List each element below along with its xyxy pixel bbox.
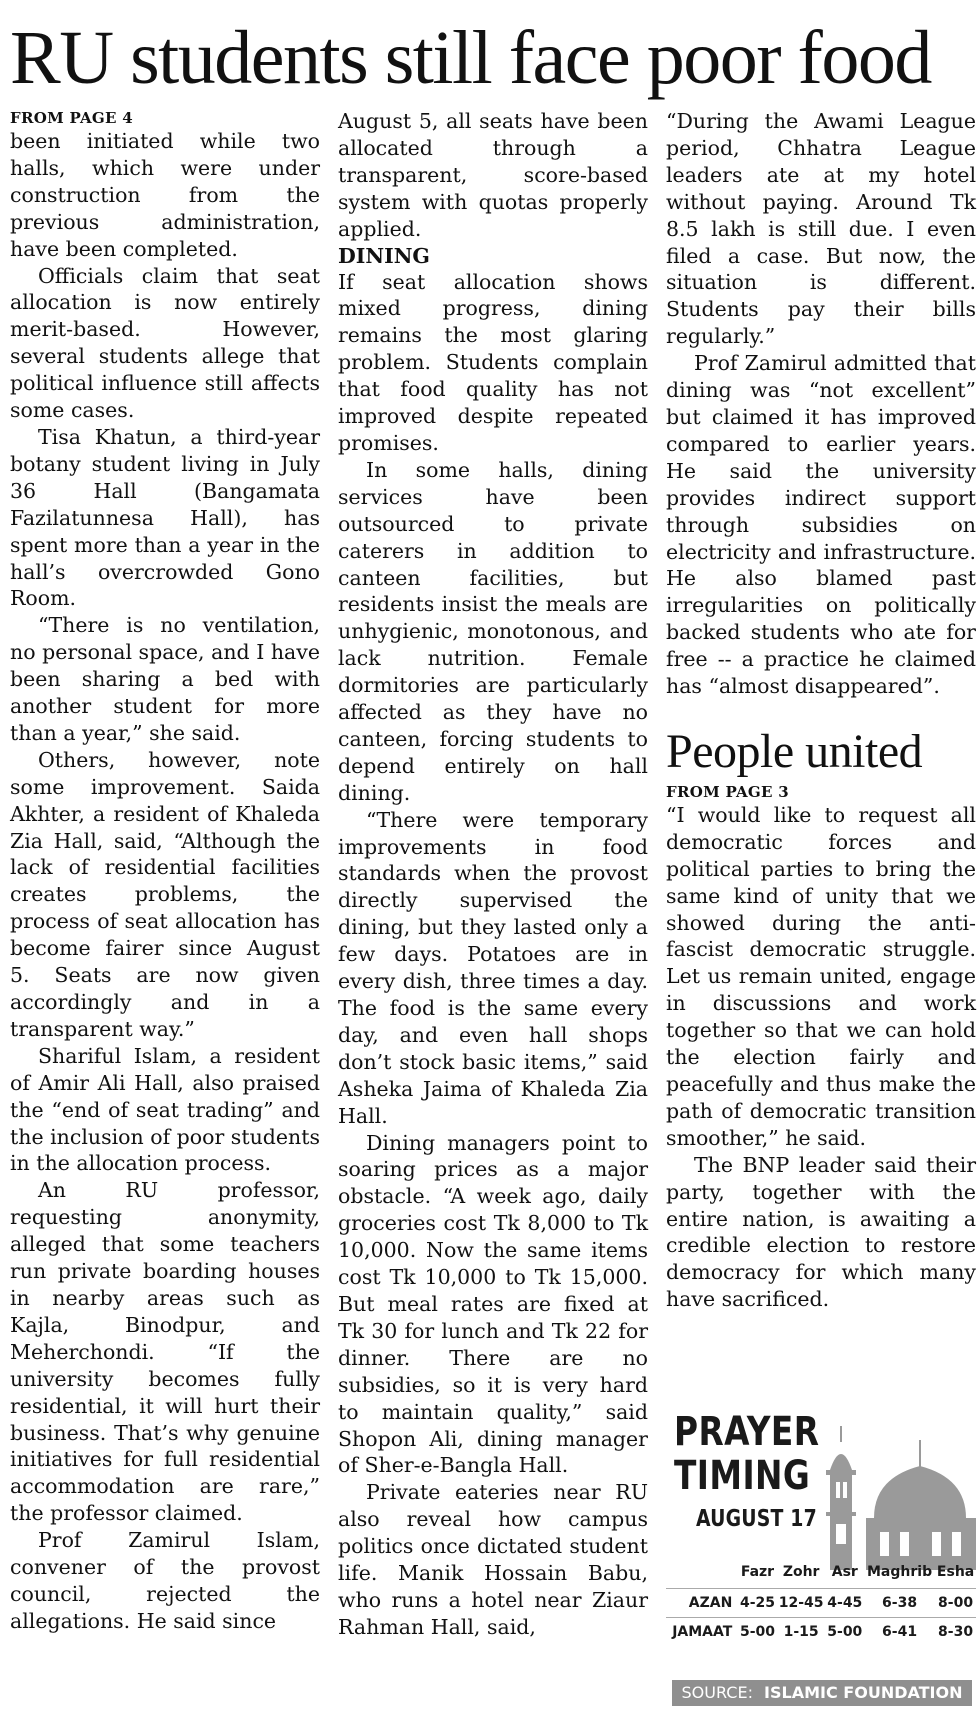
jump-line: FROM PAGE 4 — [10, 109, 134, 127]
prayer-table — [666, 1564, 976, 1646]
time-cell: 6-38 — [864, 1589, 935, 1618]
time-cell: 6-41 — [864, 1618, 935, 1647]
time-cell: 5-00 — [738, 1618, 776, 1647]
time-cell: 4-45 — [826, 1589, 864, 1618]
headline: RU students still face poor food — [10, 16, 931, 100]
paragraph: In some halls, dining services have been outsourced to private caterers in addition to canteen facilities, but residents insist the meals are unhygienic, monotonous, and lack nutrition. Female dormitories are particularly affected as they have no canteen, forcing students to depend entirely on hall dining. — [338, 457, 648, 805]
row-label: JAMAAT — [666, 1618, 738, 1647]
time-cell: 4-25 — [738, 1589, 776, 1618]
column-header: Asr — [831, 1564, 858, 1580]
source-name: ISLAMIC FOUNDATION — [764, 1683, 963, 1702]
prayer-title-line: PRAYER — [674, 1409, 820, 1455]
prayer-title — [674, 1410, 819, 1498]
section-subhead: DINING — [338, 243, 430, 268]
paragraph: “There is no ventilation, no personal space, and I have been sharing a bed with another student for more than a year,” she said. — [10, 613, 320, 745]
paragraph: An RU professor, requesting anonymity, alleged that some teachers run private boarding houses in nearby areas such as Kajla, Binodpur, and Meherchondi. “If the university becomes fully residential, it will hurt their business. That’s why genuine initiatives for full residential accommodation are rare,” the professor claimed. — [10, 1178, 320, 1526]
column-1 — [10, 108, 320, 1635]
prayer-timing-box — [666, 1410, 976, 1710]
paragraph: “I would like to request all democratic forces and political parties to bring the same kind of unity that we showed during the anti-fascist democratic struggle. Let us remain united, engage in discussions and work together so that we can hold the election fairly and peacefully and thus make the path of democratic transition smoother,” he said. — [666, 802, 976, 1150]
column-header: Maghrib — [867, 1564, 933, 1580]
mosque-icon — [816, 1420, 976, 1570]
prayer-date: AUGUST 17 — [696, 1506, 817, 1532]
paragraph: Prof Zamirul admitted that dining was “not excellent” but claimed it has improved compared to earlier years. He said the university provides indirect support through subsidies on electricity and infrastructure. He also blamed past irregularities on politically backed students who ate for free -- a practice he claimed has “almost disappeared”. — [666, 351, 976, 699]
paragraph: Others, however, note some improvement. Saida Akhter, a resident of Khaleda Zia Hall, said, “Although the lack of residential facilities creates problems, the process of seat allocation has become fairer since August 5. Seats are now given accordingly and in a transparent way.” — [10, 747, 320, 1041]
column-2 — [338, 108, 648, 1641]
time-cell: 8-00 — [935, 1589, 976, 1618]
source-credit — [672, 1680, 972, 1706]
source-label: SOURCE: — [681, 1683, 753, 1702]
paragraph: Shariful Islam, a resident of Amir Ali Hall, also praised the “end of seat trading” and the inclusion of poor students in the allocation process. — [10, 1043, 320, 1176]
time-cell: 5-00 — [826, 1618, 864, 1647]
paragraph: Officials claim that seat allocation is now entirely merit-based. However, several students allege that political influence still affects some cases. — [10, 263, 320, 423]
story-headline: People united — [666, 724, 923, 778]
column-3 — [666, 108, 976, 1313]
table-row — [666, 1618, 976, 1647]
paragraph: “During the Awami League period, Chhatra League leaders ate at my hotel without paying. Around Tk 8.5 lakh is still due. I even filed a case. But now, the situation is different. Students pay their bills regularly.” — [666, 109, 976, 349]
row-label: AZAN — [666, 1589, 738, 1618]
paragraph: August 5, all seats have been allocated through a transparent, score-based system with quotas properly applied. — [338, 109, 648, 241]
column-header: Esha — [936, 1564, 975, 1580]
column-header: Fazr — [740, 1564, 775, 1580]
jump-line: FROM PAGE 3 — [666, 782, 790, 801]
time-cell: 8-30 — [935, 1618, 976, 1647]
paragraph: Tisa Khatun, a third-year botany student living in July 36 Hall (Bangamata Fazilatunnesa Hall), has spent more than a year in the hall’s overcrowded Gono Room. — [10, 424, 320, 611]
prayer-table-header — [666, 1564, 976, 1589]
prayer-title-line: TIMING — [674, 1453, 811, 1499]
column-header: Zohr — [782, 1564, 820, 1580]
table-row — [666, 1589, 976, 1618]
paragraph: Dining managers point to soaring prices as a major obstacle. “A week ago, daily groceries cost Tk 8,000 to Tk 10,000. Now the same items cost Tk 10,000 to Tk 15,000. But meal rates are fixed at Tk 30 for lunch and Tk 22 for dinner. There are no subsidies, so it is very hard to maintain quality,” said Shopon Ali, dining manager of Sher-e-Bangla Hall. — [338, 1130, 648, 1478]
paragraph: The BNP leader said their party, together with the entire nation, is awaiting a credible election to restore democracy for which many have sacrificed. — [666, 1152, 976, 1312]
paragraph: Prof Zamirul Islam, convener of the provost council, rejected the allegations. He said since — [10, 1528, 320, 1633]
paragraph: Private eateries near RU also reveal how campus politics once dictated student life. Manik Hossain Babu, who runs a hotel near Ziaur Rahman Hall, said, — [338, 1480, 648, 1639]
corner-cell — [666, 1564, 738, 1589]
time-cell: 1-15 — [777, 1618, 826, 1647]
time-cell: 12-45 — [777, 1589, 826, 1618]
paragraph: If seat allocation shows mixed progress, dining remains the most glaring problem. Students complain that food quality has not improved despite repeated promises. — [338, 269, 648, 455]
paragraph: “There were temporary improvements in food standards when the provost directly supervised the dining, but they lasted only a few days. Potatoes are in every dish, three times a day. The food is the same every day, and even hall shops don’t stock basic items,” said Asheka Jaima of Khaleda Zia Hall. — [338, 807, 648, 1128]
paragraph: been initiated while two halls, which were under construction from the previous administration, have been completed. — [10, 129, 320, 261]
